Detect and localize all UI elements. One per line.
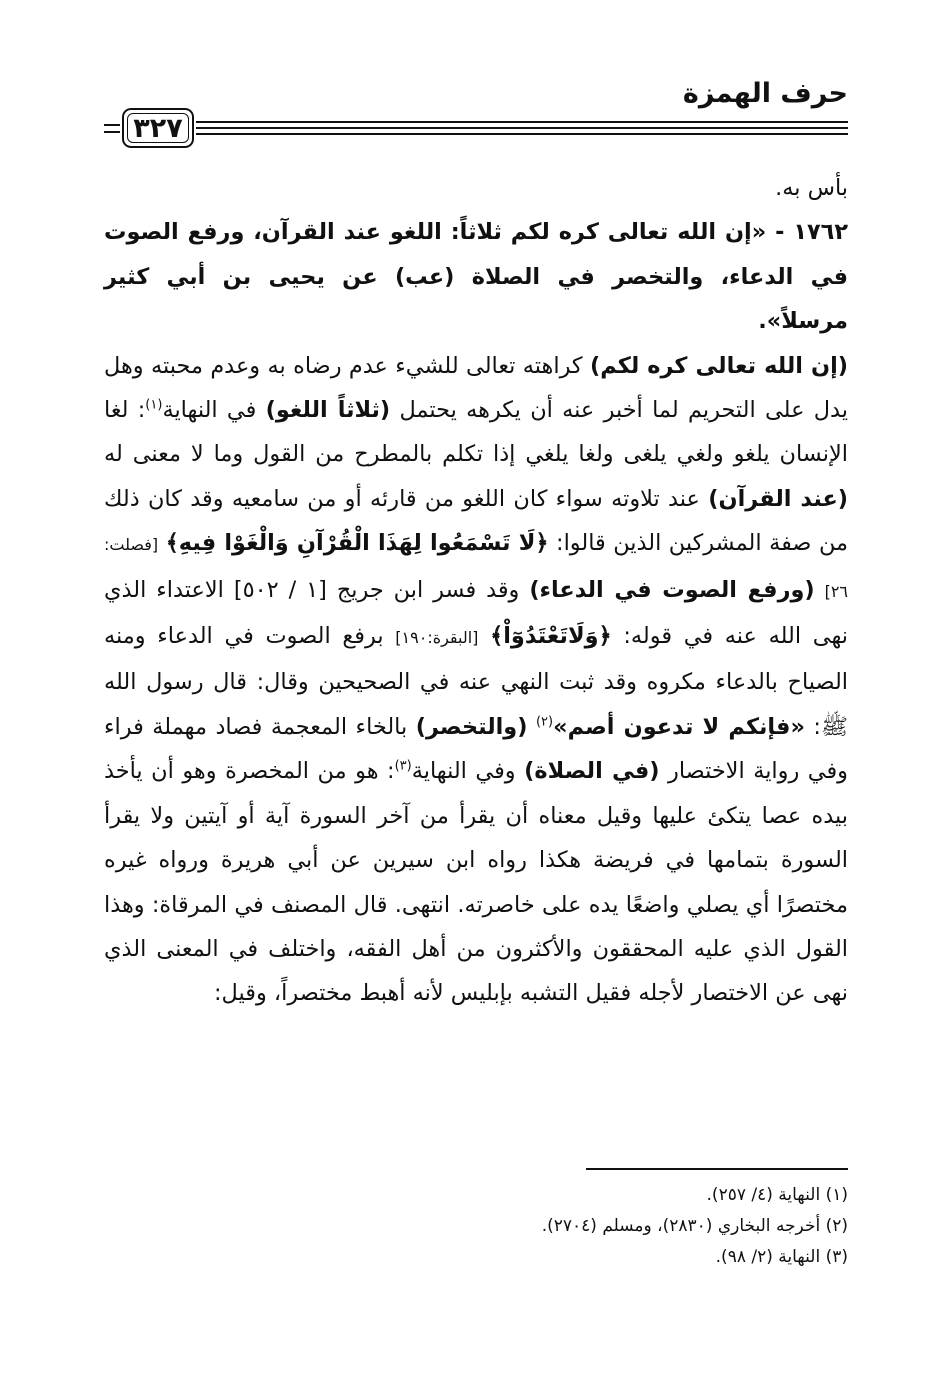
hadith-quote: «فإنكم لا تدعون أصم» [553,713,805,740]
quran-reference: [البقرة:١٩٠] [395,628,479,648]
lemma: (ورفع الصوت في الدعاء) [529,576,815,603]
commentary-text: كراهته تعالى للشيء عدم رضاه به وعدم محبته وهل يدل على التحريم لما أخبر عنه أن يكرهه يحتمل [104,352,848,424]
footnote-marker[interactable]: (٣) [394,758,412,774]
header-rule [196,121,848,136]
lemma: (والتخصر) [415,713,528,740]
commentary-text: بالخاء المعجمة فصاد مهملة فراء وفي رواية الاختصار [104,713,848,785]
commentary-text: : هو من المخصرة وهو أن يأخذ بيده عصا يتكئ عليها وقيل معناه أن يقرأ من آخر السورة آية أو آيتين ولا يقرأ السورة بتمامها في فريضة هكذا رواه ابن سيرين عن أبي هريرة ورواه غيره مختصرًا أي يصلي واضعًا يده على خاصرته. انتهى. قال المصنف في المرقاة: وهذا القول الذي عليه المحققون والأكثرون من أهل الفقه، واختلف في المعنى الذي نهى عن الاختصار لأجله فقيل التشبه بإبليس لأنه أهبط مختصراً، وقيل: [104,758,848,1007]
page-number: ٣٢٧ [133,112,183,144]
hadith-entry [104,210,848,343]
footnote-marker[interactable]: (٢) [535,714,554,730]
lemma: (عند القرآن) [708,485,848,512]
commentary-text: عند تلاوته سواء كان اللغو من قارئه أو من سامعيه وقد كان ذلك من صفة المشركين الذين قالوا: [104,485,848,557]
commentary-text: برفع الصوت في الدعاء ومنه الصياح بالدعاء مكروه وقد ثبت النهي عنه في الصحيحين وقال: قال رسول الله ﷺ: [104,623,849,740]
commentary-text: وفي النهاية [411,758,525,785]
lemma: (إن الله تعالى كره لكم) [590,352,848,379]
running-title: حرف الهمزة [682,78,848,109]
main-text [104,166,848,1016]
commentary-text: : لغا الإنسان يلغو ولغي يلغى ولغا يلغي إذا تكلم بالمطرح من القول وما لا معنى له [104,397,848,468]
quran-verse: ﴿وَلَاتَعْتَدُوٓاْ﴾ [490,623,612,650]
lemma: (في الصلاة) [524,758,660,785]
page-number-frame [122,108,194,148]
hadith-text: «إن الله تعالى كره لكم ثلاثاً: اللغو عند القرآن، ورفع الصوت في الدعاء، والتخصر في الصلاة (عب) عن يحيى بن أبي كثير مرسلاً». [104,219,848,335]
footnotes [104,1180,848,1273]
footnote-item: (١) النهاية (٤/ ٢٥٧). [706,1185,848,1205]
commentary-text: في النهاية [162,397,266,424]
lemma: (ثلاثاً اللغو) [265,397,391,424]
quran-reference: [فصلت: ٢٦] [104,535,848,601]
commentary-paragraph [104,344,848,1016]
footnote-separator [586,1168,848,1170]
header-rule-end [104,121,120,136]
opening-line: بأس به. [775,175,848,201]
footnote-marker[interactable]: (١) [145,397,163,413]
quran-verse: ﴿لَا تَسْمَعُوا لِهَذَا الْقُرْآنِ وَالْغَوْا فِيهِ﴾ [165,530,549,557]
footnote-item: (٣) النهاية (٢/ ٩٨). [715,1247,848,1267]
hadith-number: ١٧٦٢ - [775,219,849,246]
footnote-item: (٢) أخرجه البخاري (٢٨٣٠)، ومسلم (٢٧٠٤). [541,1216,848,1236]
commentary-text: وقد فسر ابن جريج [١ / ٥٠٢] الاعتداء الذي نهى الله عنه في قوله: [104,576,849,650]
